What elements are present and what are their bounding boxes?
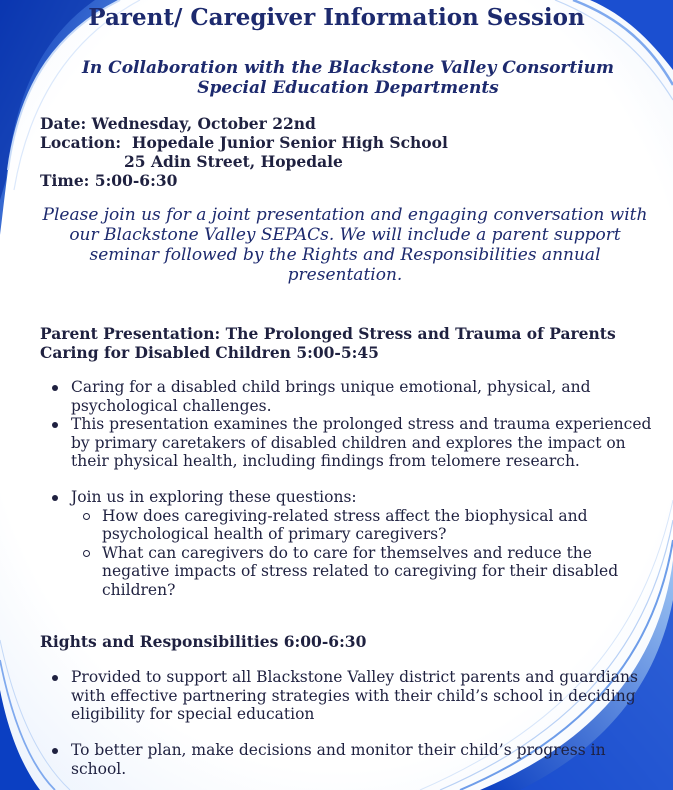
rights-heading: Rights and Responsibilities 6:00-6:30 [40,632,367,651]
question-item: How does caregiving-related stress affect the biophysical and psychological health of primary caregivers? [71,507,630,544]
list-item: To better plan, make decisions and monitor their child’s progress in school. [40,741,614,778]
intro-paragraph: Please join us for a joint presentation and engaging conversation with our Blackstone Valley SEPACs. We will include a parent support seminar followed by the Rights and Responsibilities annual presentation. [42,205,648,285]
presentation-bullets [40,378,652,471]
question-item: What can caregivers do to care for themselves and reduce the negative impacts of stress related to caregiving for their disabled children? [71,544,630,600]
questions-sublist [71,507,630,600]
event-date: Date: Wednesday, October 22nd [40,114,316,133]
questions-list [40,488,630,599]
event-address: 25 Adin Street, Hopedale [124,152,343,171]
event-time: Time: 5:00-6:30 [40,171,178,190]
list-item: This presentation examines the prolonged stress and trauma experienced by primary caretakers of disabled children and explores the impact on their physical health, including findings from telomere research. [40,415,652,471]
event-location: Location: Hopedale Junior Senior High School [40,133,448,152]
rights-bullets-2 [40,741,614,778]
event-details [40,114,448,190]
list-item: Provided to support all Blackstone Valley district parents and guardians with effective partnering strategies with their child’s school in deciding eligibility for special education [40,668,638,724]
list-item: Caring for a disabled child brings unique emotional, physical, and psychological challenges. [40,378,652,415]
list-item [40,488,630,599]
presentation-heading: Parent Presentation: The Prolonged Stress and Trauma of Parents Caring for Disabled Children 5:00-5:45 [40,324,616,362]
collaboration-subtitle: In Collaboration with the Blackstone Valley Consortium Special Education Departments [81,58,615,98]
questions-intro: Join us in exploring these questions: [71,488,357,506]
page-title: Parent/ Caregiver Information Session [88,4,585,31]
rights-bullets [40,668,638,724]
